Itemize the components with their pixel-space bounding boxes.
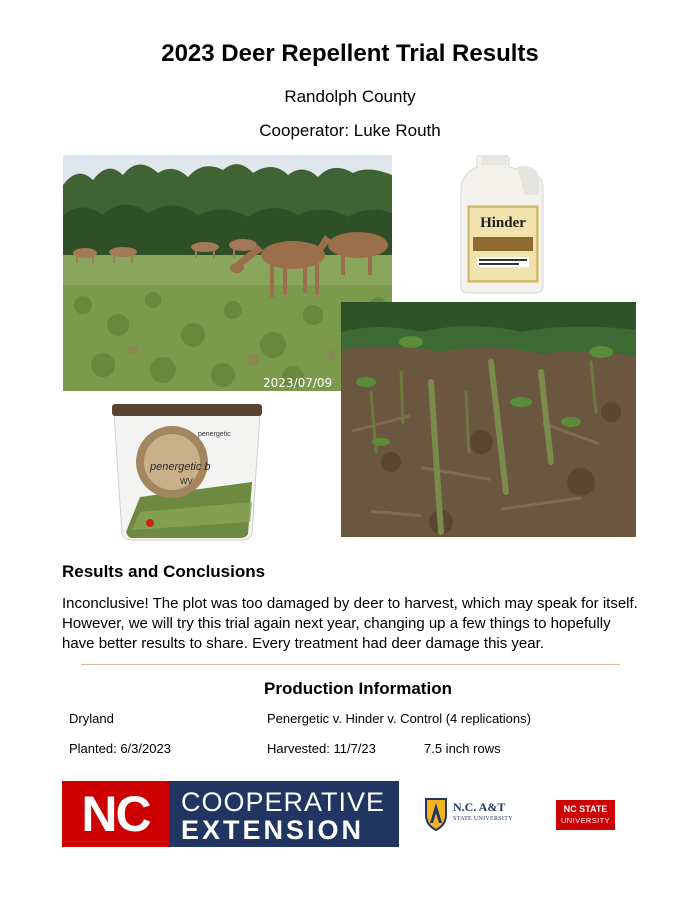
ncs-line2: UNIVERSITY	[560, 816, 610, 825]
results-heading: Results and Conclusions	[62, 562, 266, 581]
extension-text: EXTENSION	[181, 815, 365, 845]
results-line: Inconclusive! The plot was too damaged by deer to harvest, which may speak for itself.	[62, 595, 638, 612]
bucket-brand-small: penergetic	[198, 431, 231, 438]
production-heading: Production Information	[264, 679, 452, 698]
hinder-jug-photo	[455, 155, 550, 295]
nc-logo-mark: NC	[62, 781, 169, 847]
ncs-line1: NC STATE	[563, 804, 608, 814]
results-paragraph	[62, 594, 662, 654]
hinder-brand-text: Hinder	[480, 215, 526, 231]
water-regime: Dryland	[69, 711, 114, 726]
section-divider	[81, 664, 620, 665]
bucket-product-name: penergetic b	[150, 461, 211, 473]
aggie-shield-icon	[423, 797, 449, 831]
nc-at-logo	[423, 797, 518, 831]
penergetic-bucket-photo	[110, 402, 265, 542]
row-spacing: 7.5 inch rows	[424, 741, 501, 756]
cooperative-text: COOPERATIVE	[181, 787, 386, 817]
page-title: 2023 Deer Repellent Trial Results	[161, 40, 539, 67]
cooperator-label: Cooperator: Luke Routh	[259, 121, 441, 140]
nc-state-logo	[556, 800, 615, 830]
soybean-damage-photo	[341, 302, 636, 537]
results-line: However, we will try this trial again next year, changing up a few things to hopefully	[62, 615, 611, 632]
nc-cooperative-extension-logo	[62, 781, 399, 847]
planted-date: Planted: 6/3/2023	[69, 741, 171, 756]
photo-timestamp: 2023/07/09	[263, 376, 333, 390]
county-label: Randolph County	[284, 87, 416, 106]
results-line: have better results to share. Every treatment had deer damage this year.	[62, 635, 544, 652]
bucket-variant: WV	[180, 477, 193, 486]
treatments: Penergetic v. Hinder v. Control (4 replications)	[267, 711, 531, 726]
harvested-date: Harvested: 11/7/23	[267, 741, 376, 756]
extension-wordmark	[169, 781, 399, 847]
at-name-text: N.C. A&T	[453, 800, 506, 814]
at-sub-text: STATE UNIVERSITY	[453, 816, 513, 822]
